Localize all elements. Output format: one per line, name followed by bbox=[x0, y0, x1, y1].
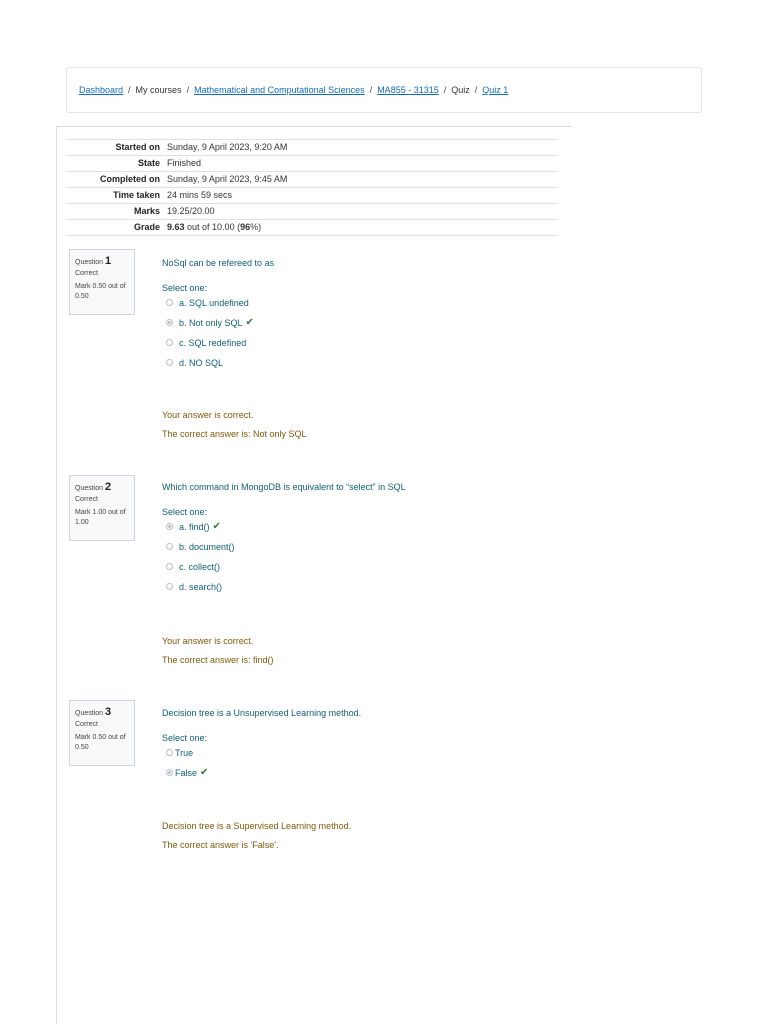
question-mark: Mark 0.50 out of 0.50 bbox=[75, 283, 126, 300]
feedback-text: Your answer is correct. bbox=[162, 410, 254, 420]
right-answer-text: The correct answer is: Not only SQL bbox=[162, 429, 307, 439]
answer-option[interactable]: c. SQL redefined bbox=[162, 336, 562, 349]
radio-button[interactable] bbox=[166, 339, 173, 346]
summary-value: Sunday, 9 April 2023, 9:20 AM bbox=[167, 140, 557, 156]
question-info-1 bbox=[69, 249, 135, 315]
breadcrumb-quiz-1[interactable]: Quiz 1 bbox=[482, 85, 509, 95]
radio-button[interactable] bbox=[166, 359, 173, 366]
breadcrumb-course[interactable]: MA855 - 31315 bbox=[377, 85, 439, 95]
question-text: Which command in MongoDB is equivalent to “select” in SQL bbox=[162, 482, 406, 492]
answer-option[interactable]: b. document() bbox=[162, 540, 562, 553]
select-one-prompt: Select one: bbox=[162, 733, 208, 743]
breadcrumb-separator: / bbox=[369, 85, 373, 95]
answer-option[interactable]: a. SQL undefined bbox=[162, 296, 562, 309]
answer-option[interactable]: b. Not only SQL ✔ bbox=[162, 316, 562, 329]
summary-value: 19.25/20.00 bbox=[167, 204, 557, 220]
answer-option[interactable]: a. find() ✔ bbox=[162, 520, 562, 533]
answer-option[interactable]: False ✔ bbox=[162, 766, 562, 779]
answer-option[interactable]: c. collect() bbox=[162, 560, 562, 573]
question-content-1 bbox=[162, 258, 562, 369]
radio-button[interactable] bbox=[166, 319, 173, 326]
question-info-2 bbox=[69, 475, 135, 541]
radio-button[interactable] bbox=[166, 543, 173, 550]
question-number: Question 2 bbox=[75, 481, 112, 493]
question-text: NoSql can be refereed to as bbox=[162, 258, 275, 268]
answer-option[interactable]: d. NO SQL bbox=[162, 356, 562, 369]
select-one-prompt: Select one: bbox=[162, 507, 208, 517]
question-number: Question 3 bbox=[75, 706, 112, 718]
radio-button[interactable] bbox=[166, 563, 173, 570]
answer-option[interactable]: True bbox=[162, 746, 562, 759]
attempt-summary-table bbox=[67, 139, 557, 236]
question-text: Decision tree is a Unsupervised Learning method. bbox=[162, 708, 362, 718]
breadcrumb-separator: / bbox=[186, 85, 190, 95]
breadcrumb-separator: / bbox=[443, 85, 447, 95]
table-row bbox=[67, 188, 557, 204]
grade-out-of: out of 10.00 ( bbox=[184, 222, 241, 232]
question-feedback-1 bbox=[162, 410, 562, 439]
question-feedback-3 bbox=[162, 821, 562, 850]
breadcrumb bbox=[66, 67, 702, 113]
feedback-text: Decision tree is a Supervised Learning method. bbox=[162, 821, 352, 831]
grade-label: Grade bbox=[67, 220, 167, 236]
question-mark: Mark 1.00 out of 1.00 bbox=[75, 509, 126, 526]
question-feedback-2 bbox=[162, 636, 562, 665]
question-content-3 bbox=[162, 708, 562, 779]
summary-label: State bbox=[67, 156, 167, 172]
summary-label: Started on bbox=[67, 140, 167, 156]
table-row bbox=[67, 156, 557, 172]
right-answer-text: The correct answer is: find() bbox=[162, 655, 274, 665]
question-number: Question 1 bbox=[75, 255, 112, 267]
breadcrumb-separator: / bbox=[474, 85, 478, 95]
breadcrumb-quiz: Quiz bbox=[451, 85, 470, 95]
select-one-prompt: Select one: bbox=[162, 283, 208, 293]
grade-percent: 96 bbox=[240, 222, 251, 232]
summary-label: Completed on bbox=[67, 172, 167, 188]
grade-value bbox=[167, 220, 557, 236]
question-state: Correct bbox=[75, 269, 98, 277]
summary-label: Marks bbox=[67, 204, 167, 220]
check-icon: ✔ bbox=[212, 521, 221, 532]
radio-button[interactable] bbox=[166, 523, 173, 530]
question-state: Correct bbox=[75, 495, 98, 503]
table-row bbox=[67, 140, 557, 156]
summary-value: Sunday, 9 April 2023, 9:45 AM bbox=[167, 172, 557, 188]
grade-suffix: %) bbox=[250, 222, 262, 232]
table-row bbox=[67, 172, 557, 188]
summary-value: Finished bbox=[167, 156, 557, 172]
feedback-text: Your answer is correct. bbox=[162, 636, 254, 646]
check-icon: ✔ bbox=[200, 767, 209, 778]
table-row bbox=[67, 220, 557, 236]
radio-button[interactable] bbox=[166, 749, 173, 756]
grade-score: 9.63 bbox=[167, 222, 185, 232]
breadcrumb-category[interactable]: Mathematical and Computational Sciences bbox=[194, 85, 365, 95]
breadcrumb-separator: / bbox=[128, 85, 131, 95]
question-state: Correct bbox=[75, 720, 98, 728]
radio-button[interactable] bbox=[166, 299, 173, 306]
question-mark: Mark 0.50 out of 0.50 bbox=[75, 734, 126, 751]
table-row bbox=[67, 204, 557, 220]
summary-label: Time taken bbox=[67, 188, 167, 204]
right-answer-text: The correct answer is 'False'. bbox=[162, 840, 279, 850]
answer-option[interactable]: d. search() bbox=[162, 580, 562, 593]
radio-button[interactable] bbox=[166, 583, 173, 590]
breadcrumb-my-courses: My courses bbox=[135, 85, 182, 95]
question-info-3 bbox=[69, 700, 135, 766]
question-content-2 bbox=[162, 482, 562, 593]
check-icon: ✔ bbox=[245, 317, 254, 328]
radio-button[interactable] bbox=[166, 769, 173, 776]
summary-value: 24 mins 59 secs bbox=[167, 188, 557, 204]
breadcrumb-dashboard[interactable]: Dashboard bbox=[79, 85, 124, 95]
